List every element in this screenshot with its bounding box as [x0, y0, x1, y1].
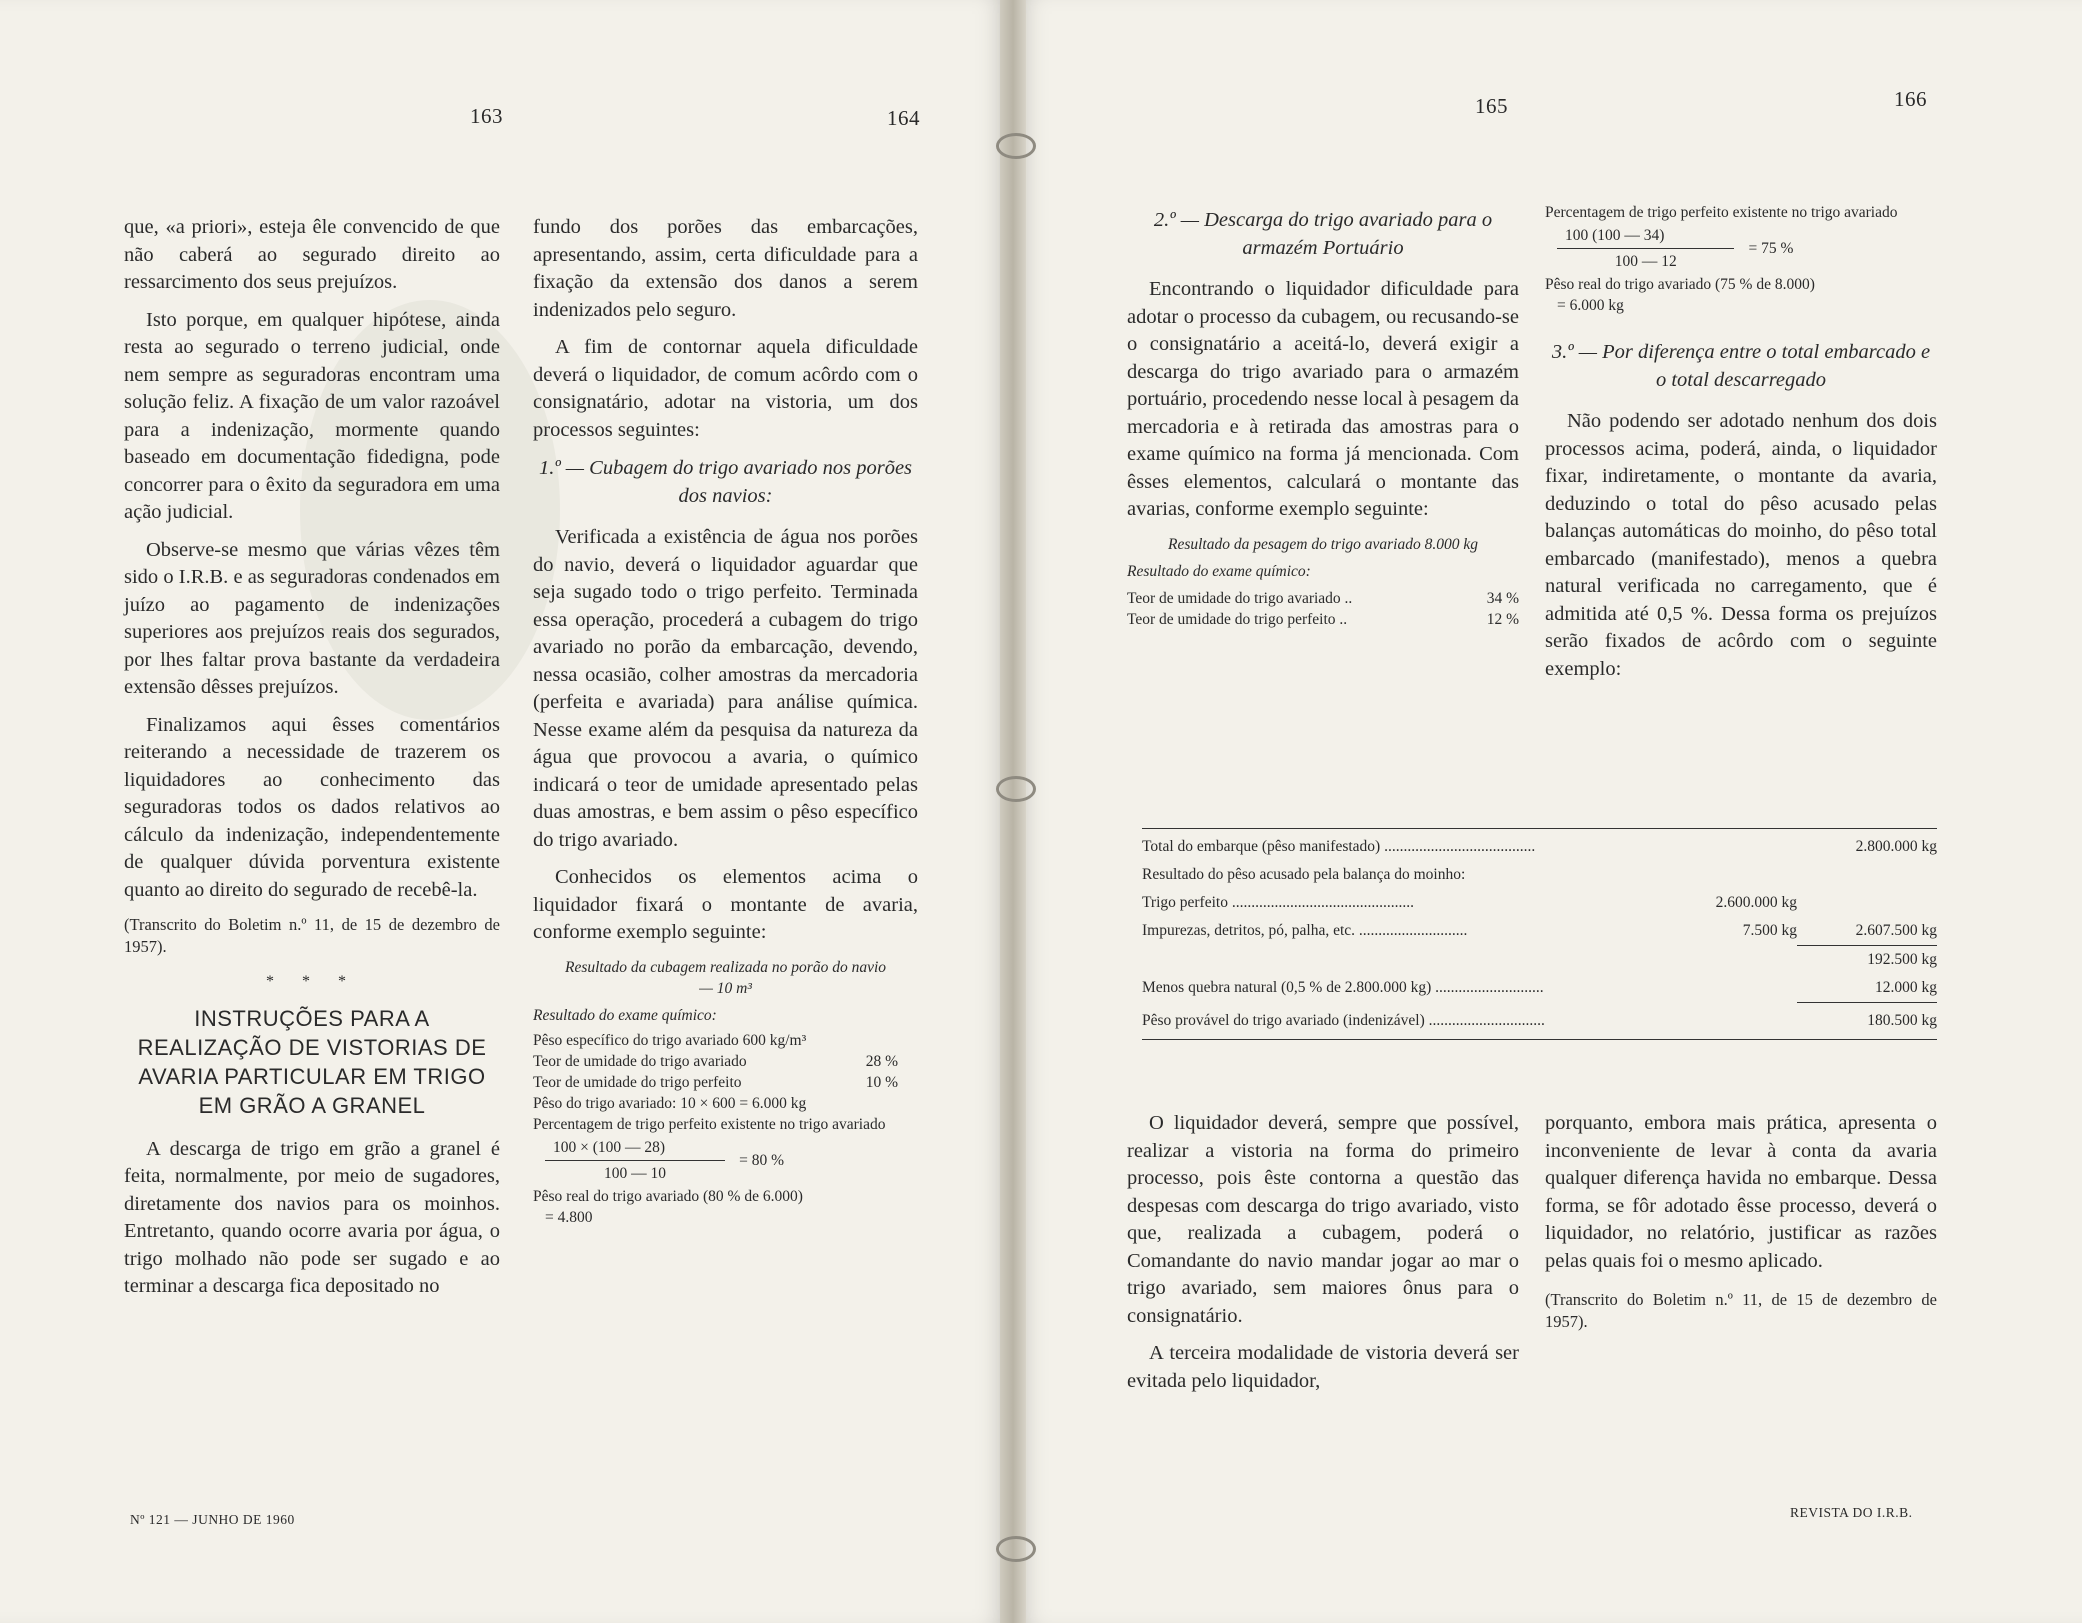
calculation-example-2-cont — [1545, 202, 1937, 316]
page-166-column — [1545, 202, 1937, 693]
table-row-label: Resultado do pêso acusado pela balança do moinho: — [1142, 866, 1466, 883]
subheading: 3.º — Por diferença entre o total embarcado e o total descarregado — [1551, 341, 1931, 391]
footer-journal: REVISTA DO I.R.B. — [1790, 1505, 1913, 1520]
section-heading: INSTRUÇÕES PARA A REALIZAÇÃO DE VISTORIAS DE AVARIA PARTICULAR EM TRIGO EM GRÃO A GRANEL — [137, 1005, 487, 1118]
page-166-bottom-column — [1545, 1110, 1937, 1343]
binding-ring-icon — [996, 776, 1036, 802]
section-separator: * * * — [266, 973, 358, 990]
calc-value: 28 % — [865, 1052, 898, 1070]
table-value: 192.500 kg — [1867, 951, 1937, 968]
calc-line: Teor de umidade do trigo avariado .. — [1127, 589, 1353, 607]
table-row-label: Pêso provável do trigo avariado (indenizável) .............................. — [1142, 1012, 1545, 1029]
calc-line: Pêso real do trigo avariado (75 % de 8.000) — [1545, 276, 1815, 293]
calc-value: 12 % — [1486, 610, 1519, 628]
fraction — [545, 1137, 918, 1184]
table-row-label: Total do embarque (pêso manifestado) ....................................... — [1142, 838, 1536, 855]
binding-gutter — [1000, 0, 1026, 1623]
subheading: 2.º — Descarga do trigo avariado para o armazém Portuário — [1153, 209, 1493, 259]
paragraph: Finalizamos aqui êsses comentários reiterando a necessidade de trazerem os liquidadores ao conhecimento das seguradoras todos os dados relativos ao cálculo da indenização, independentemente de qualquer dúvida porventura existente quanto ao direito do segurado de recebê-la. — [124, 713, 500, 901]
paragraph: O liquidador deverá, sempre que possível, realizar a vistoria na forma do primeiro processo, pois êste contorna a questão das despesas com descarga do trigo avariado, visto que, realizada a cubagem, poderá o Comandante do navio mandar jogar ao mar o trigo avariado, sem maiores ônus para o consignatário. — [1127, 1112, 1519, 1327]
calc-result: Resultado da cubagem realizada no porão do navio — 10 m³ — [564, 958, 887, 997]
calc-line: Pêso do trigo avariado: 10 × 600 = 6.000 kg — [533, 1094, 807, 1112]
table-value: 2.600.000 kg — [1715, 894, 1797, 911]
page-number-166: 166 — [1894, 87, 1927, 111]
paragraph: A descarga de trigo em grão a granel é feita, normalmente, por meio de sugadores, diretamente dos navios para os moinhos. Entretanto, quando ocorre avaria por água, o trigo molhado não pode ser sugado e ao terminar a descarga fica depositado no — [124, 1137, 500, 1297]
fraction-result: = 80 % — [739, 1151, 784, 1169]
paragraph: A fim de contornar aquela dificuldade deverá o liquidador, de comum acôrdo com o consignatário, adotar na vistoria, um dos processos seguintes: — [533, 336, 918, 441]
page-number-163: 163 — [470, 104, 503, 128]
calc-line: Pêso real do trigo avariado (80 % de 6.000) — [533, 1187, 803, 1205]
table-row-label: Trigo perfeito ............................................... — [1142, 894, 1414, 911]
subheading: 1.º — Cubagem do trigo avariado nos porões dos navios: — [538, 457, 913, 507]
calc-result: Resultado do exame químico: — [533, 1006, 717, 1024]
page-number-164: 164 — [887, 106, 920, 130]
table-value: 2.607.500 kg — [1855, 922, 1937, 939]
calc-result: Resultado da pesagem do trigo avariado 8.000 kg — [1168, 535, 1478, 553]
fraction-denominator: 100 — 12 — [1614, 253, 1677, 270]
paragraph: Encontrando o liquidador dificuldade para adotar o processo da cubagem, ou recusando-se o consignatário a aceitá-lo, deverá exigir a descarga do trigo avariado para o armazém portuário, procedendo nesse local à pesagem da mercadoria e à retirada das amostras para o exame químico na forma já mencionada. Com êsses elementos, calculará o montante das avarias, conforme exemplo seguinte: — [1127, 278, 1519, 520]
calc-line: Teor de umidade do trigo avariado — [533, 1052, 747, 1070]
page-164-column — [533, 214, 918, 1228]
page-165-column — [1127, 206, 1519, 630]
page-number-165: 165 — [1475, 94, 1508, 118]
paragraph: porquanto, embora mais prática, apresenta o inconveniente de levar à conta da avaria qualquer diferença havida no embarque. Dessa forma, se fôr adotado êsse processo, deverá o liquidador, no relatório, justificar as razões pelas quais foi o mesmo aplicado. — [1545, 1112, 1937, 1272]
calculation-table — [1142, 828, 1937, 1040]
calc-value: 34 % — [1486, 589, 1519, 607]
paragraph: Conhecidos os elementos acima o liquidador fixará o montante de avaria, conforme exemplo seguinte: — [533, 866, 918, 943]
fraction-numerator: 100 × (100 — 28) — [545, 1137, 725, 1161]
table-value: 12.000 kg — [1875, 979, 1937, 996]
paragraph: Verificada a existência de água nos porões do navio, deverá o liquidador aguardar que seja sugado todo o trigo perfeito. Terminada essa operação, procederá a cubagem do trigo avariado no porão da embarcação, devendo, nessa ocasião, colher amostras da mercadoria (perfeita e avariada) para análise química. Nesse exame além da pesquisa da natureza da água que provocou a avaria, o químico indicará o teor de umidade apresentado pelas duas amostras, e bem assim o pêso específico do trigo avariado. — [533, 526, 918, 851]
table-value: 7.500 kg — [1742, 922, 1797, 939]
calc-line: Pêso específico do trigo avariado 600 kg/m³ — [533, 1031, 807, 1049]
calc-line: = 6.000 kg — [1557, 297, 1624, 314]
calculation-example-2 — [1127, 534, 1519, 630]
page-163-column — [124, 214, 500, 1311]
fraction-denominator: 100 — 10 — [604, 1164, 667, 1182]
calculation-example-1 — [533, 957, 918, 1228]
footer-issue: Nº 121 — JUNHO DE 1960 — [130, 1512, 295, 1527]
paragraph: fundo dos porões das embarcações, apresentando, assim, certa dificuldade para a fixação da extensão dos danos a serem indenizados pelo seguro. — [533, 216, 918, 321]
paragraph: Observe-se mesmo que várias vêzes têm sido o I.R.B. e as seguradoras condenados em juízo ao pagamento de indenizações superiores aos prejuízos reais dos segurados, por lhes faltar prova bastante da verdadeira extensão dêsses prejuízos. — [124, 538, 500, 698]
table-value: 180.500 kg — [1867, 1012, 1937, 1029]
binding-ring-icon — [996, 133, 1036, 159]
source-note: (Transcrito do Boletim n.º 11, de 15 de dezembro de 1957). — [124, 915, 500, 956]
page-165-bottom-column — [1127, 1110, 1519, 1405]
calc-line: Teor de umidade do trigo perfeito — [533, 1073, 742, 1091]
fraction — [1557, 225, 1937, 272]
calc-result: Resultado do exame químico: — [1127, 562, 1311, 580]
fraction-numerator: 100 (100 — 34) — [1557, 225, 1734, 249]
paragraph: A terceira modalidade de vistoria deverá ser evitada pelo liquidador, — [1127, 1342, 1519, 1392]
calc-line: = 4.800 — [545, 1208, 593, 1226]
binding-ring-icon — [996, 1536, 1036, 1562]
table-value: 2.800.000 kg — [1855, 838, 1937, 855]
paragraph: Não podendo ser adotado nenhum dos dois processos acima, poderá, ainda, o liquidador fixar, indiretamente, o montante da avaria, deduzindo o total do pêso acusado pelas balanças automáticas do moinho, do pêso total embarcado (manifestado), menos a quebra natural verificada no carregamento, que é admitida até 0,5 %. Dessa forma os prejuízos serão fixados de acôrdo com o seguinte exemplo: — [1545, 410, 1937, 680]
fraction-result: = 75 % — [1748, 240, 1794, 257]
paragraph: Isto porque, em qualquer hipótese, ainda resta ao segurado o terreno judicial, onde nem sempre as seguradoras encontram uma solução feliz. A fixação de um valor razoável para a indenização, mormente quando baseado em documentação fidedigna, pode concorrer para o êxito da seguradora em uma ação judicial. — [124, 308, 500, 523]
calc-value: 10 % — [865, 1073, 898, 1091]
table-row-label: Menos quebra natural (0,5 % de 2.800.000 kg) ............................ — [1142, 979, 1544, 996]
calc-line: Percentagem de trigo perfeito existente no trigo avariado — [1545, 204, 1898, 221]
paragraph: que, «a priori», esteja êle convencido de que não caberá ao segurado direito ao ressarcimento dos seus prejuízos. — [124, 216, 500, 293]
calc-line: Teor de umidade do trigo perfeito .. — [1127, 610, 1348, 628]
table-row-label: Impurezas, detritos, pó, palha, etc. ............................ — [1142, 922, 1468, 939]
calc-line: Percentagem de trigo perfeito existente no trigo avariado — [533, 1115, 886, 1133]
source-note: (Transcrito do Boletim n.º 11, de 15 de dezembro de 1957). — [1545, 1290, 1937, 1331]
